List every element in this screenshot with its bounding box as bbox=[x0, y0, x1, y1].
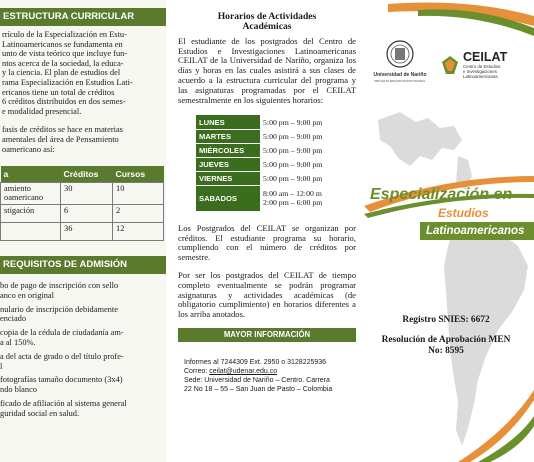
fulltime-paragraph: Por ser los postgrados del CEILAT de tiempo completo eventualmente se podrán programar asignaturas y actividades académicas (de obligatorio cumplimiento) en horarios diferentes a los arriba anotados. bbox=[178, 270, 356, 320]
middle-panel bbox=[176, 0, 358, 462]
cover-title-2: Estudios bbox=[438, 206, 489, 220]
schedule-row bbox=[196, 143, 352, 157]
ceilat-name: CEILAT bbox=[463, 50, 508, 64]
structure-line: rama Especialización en Estudios Lati- bbox=[2, 77, 133, 87]
admission-section bbox=[0, 256, 166, 423]
structure-line: ericanos tiene un total de créditos bbox=[2, 87, 115, 97]
structure-section bbox=[0, 8, 166, 154]
university-crest-icon bbox=[370, 38, 430, 88]
structure-line: y la ciencia. El plan de estudios del bbox=[2, 68, 121, 78]
cover-title-1: Especialización en bbox=[370, 186, 513, 203]
cover-panel bbox=[358, 0, 534, 462]
schedule-title-line2: Académicas bbox=[242, 21, 292, 33]
structure-line: ntos acerca de la sociedad, la educa- bbox=[2, 58, 124, 68]
ceilat-sub-1: Centro de Estudios bbox=[463, 64, 501, 69]
schedule-day: SABADOS bbox=[196, 185, 260, 211]
ceilat-mark-icon bbox=[440, 54, 460, 76]
schedule-time: 5:00 pm – 9:00 pm bbox=[260, 157, 352, 171]
table-header-credits: Créditos bbox=[61, 166, 113, 182]
credits-table-wrap bbox=[2, 166, 164, 241]
cover-title-3: Latinoamericanos bbox=[420, 222, 534, 240]
structure-line: rrículo de la Especialización en Estu- bbox=[2, 30, 127, 39]
university-name: Universidad de Nariño bbox=[373, 72, 427, 78]
contact-email-label: Correo: bbox=[184, 368, 208, 376]
contact-phones: Informes al 7244309 Ext. 2950 o 3128225936 bbox=[184, 359, 327, 367]
contact-email-link[interactable]: ceilat@udenar.edu.co bbox=[209, 368, 278, 376]
list-item: a del acta de grado o del título profe- l bbox=[0, 351, 124, 371]
emphasis-text bbox=[0, 125, 166, 154]
emphasis-line: amentales del área de Pensamiento bbox=[2, 134, 119, 144]
table-row bbox=[1, 182, 164, 204]
emphasis-line: fasis de créditos se hace en materias bbox=[2, 125, 123, 135]
table-header-courses: Cursos bbox=[113, 166, 164, 182]
resolution-line-1: Resolución de Aprobación MEN bbox=[381, 335, 511, 345]
university-tagline: PROYECTO EDUCATIVO INSTITUCIONAL bbox=[374, 80, 426, 83]
table-cell-credits: 30 bbox=[61, 182, 113, 204]
schedule-time: 5:00 pm – 9:00 pm bbox=[260, 171, 352, 185]
schedule-day: LUNES bbox=[196, 115, 260, 129]
list-item: fotografías tamaño documento (3x4) ndo blanco bbox=[0, 375, 123, 395]
more-info-banner: MAYOR INFORMACIÓN bbox=[178, 328, 356, 342]
latin-america-map-icon bbox=[378, 112, 528, 446]
structure-line: unto de vista teórico que incluye fun- bbox=[2, 49, 128, 59]
structure-header: ESTRUCTURA CURRICULAR bbox=[0, 8, 166, 26]
list-item: bo de pago de inscripción con sello anco en original bbox=[0, 281, 119, 300]
schedule-time: 8:00 am – 12:00 m 2:00 pm – 6:00 pm bbox=[260, 185, 352, 211]
emphasis-line: oamericano así: bbox=[2, 144, 55, 154]
schedule-row bbox=[196, 129, 352, 143]
schedule-table bbox=[196, 115, 352, 212]
table-cell-credits: 6 bbox=[61, 204, 113, 222]
ceilat-sub-3: Latinoamericanas bbox=[463, 74, 498, 80]
table-cell-area bbox=[1, 222, 61, 240]
schedule-time: 5:00 pm – 9:00 pm bbox=[260, 129, 352, 143]
credits-table bbox=[0, 166, 164, 241]
credits-paragraph: Los Postgrados del CEILAT se organizan por créditos. El estudiante programa su horario, cumpliendo con el número de créditos por semestre. bbox=[178, 222, 356, 263]
table-row bbox=[1, 204, 164, 222]
requirements-list bbox=[0, 281, 166, 419]
table-cell-area: amiento oamericano bbox=[1, 182, 61, 204]
ceilat-sub-2: e Investigaciones bbox=[463, 69, 497, 75]
schedule-time: 5:00 pm – 9:00 pm bbox=[260, 143, 352, 157]
schedule-row bbox=[196, 157, 352, 171]
schedule-row bbox=[196, 115, 352, 129]
schedule-day: JUEVES bbox=[196, 157, 260, 171]
contact-address-2: 22 No 18 – 55 – San Juan de Pasto – Colombia bbox=[184, 386, 333, 394]
schedule-title-line1: Horarios de Actividades bbox=[217, 11, 317, 22]
university-logo bbox=[370, 38, 430, 88]
ceilat-logo bbox=[440, 50, 534, 80]
structure-line: 6 créditos distribuidos en dos semes- bbox=[2, 97, 126, 107]
contact-block bbox=[176, 358, 358, 394]
table-cell-courses: 2 bbox=[113, 204, 164, 222]
structure-text bbox=[0, 30, 166, 116]
table-cell-credits: 36 bbox=[61, 222, 113, 240]
schedule-day: VIERNES bbox=[196, 171, 260, 185]
snies-registration: Registro SNIES: 6672 bbox=[402, 315, 490, 325]
table-row bbox=[1, 222, 164, 240]
structure-line: Latinoamericanos se fundamenta en bbox=[2, 39, 123, 49]
table-header-area: a bbox=[1, 166, 61, 182]
list-item: nulario de inscripción debidamente enciado bbox=[0, 304, 118, 324]
schedule-intro: El estudiante de los postgrados del Centro de Estudios e Investigaciones Latinoamericanas CEILAT de la Universidad de Nariño, organiza los días y horas en las cuales asistirá a sus clases de acuerdo a la estructura curricular del programa y las asignaturas programadas por el CEILAT semestralmente en los siguientes horarios: bbox=[178, 35, 356, 105]
contact-email-row bbox=[184, 367, 358, 376]
table-cell-area: stigación bbox=[1, 204, 61, 222]
list-item: ficado de afiliación al sistema general guridad social en salud. bbox=[0, 398, 127, 418]
structure-line: e modalidad presencial. bbox=[2, 106, 82, 116]
schedule-day: MARTES bbox=[196, 129, 260, 143]
schedule-day: MIÉRCOLES bbox=[196, 143, 260, 157]
resolution-line-2: No: 8595 bbox=[428, 346, 464, 356]
schedule-title bbox=[176, 12, 358, 33]
table-cell-courses: 10 bbox=[113, 182, 164, 204]
list-item: copia de la cédula de ciudadanía am- a al 150%. bbox=[0, 328, 124, 347]
admission-header: REQUISITOS DE ADMISIÓN bbox=[0, 256, 166, 274]
left-panel bbox=[0, 0, 166, 462]
schedule-row bbox=[196, 185, 352, 211]
resolution bbox=[358, 335, 534, 357]
contact-address-1: Sede: Universidad de Nariño – Centro. Carrera bbox=[184, 377, 330, 385]
table-cell-courses: 12 bbox=[113, 222, 164, 240]
schedule-time: 5:00 pm – 9:00 pm bbox=[260, 115, 352, 129]
green-swoosh-bottom bbox=[478, 416, 534, 462]
ceilat-subtitle bbox=[463, 64, 507, 80]
schedule-row bbox=[196, 171, 352, 185]
